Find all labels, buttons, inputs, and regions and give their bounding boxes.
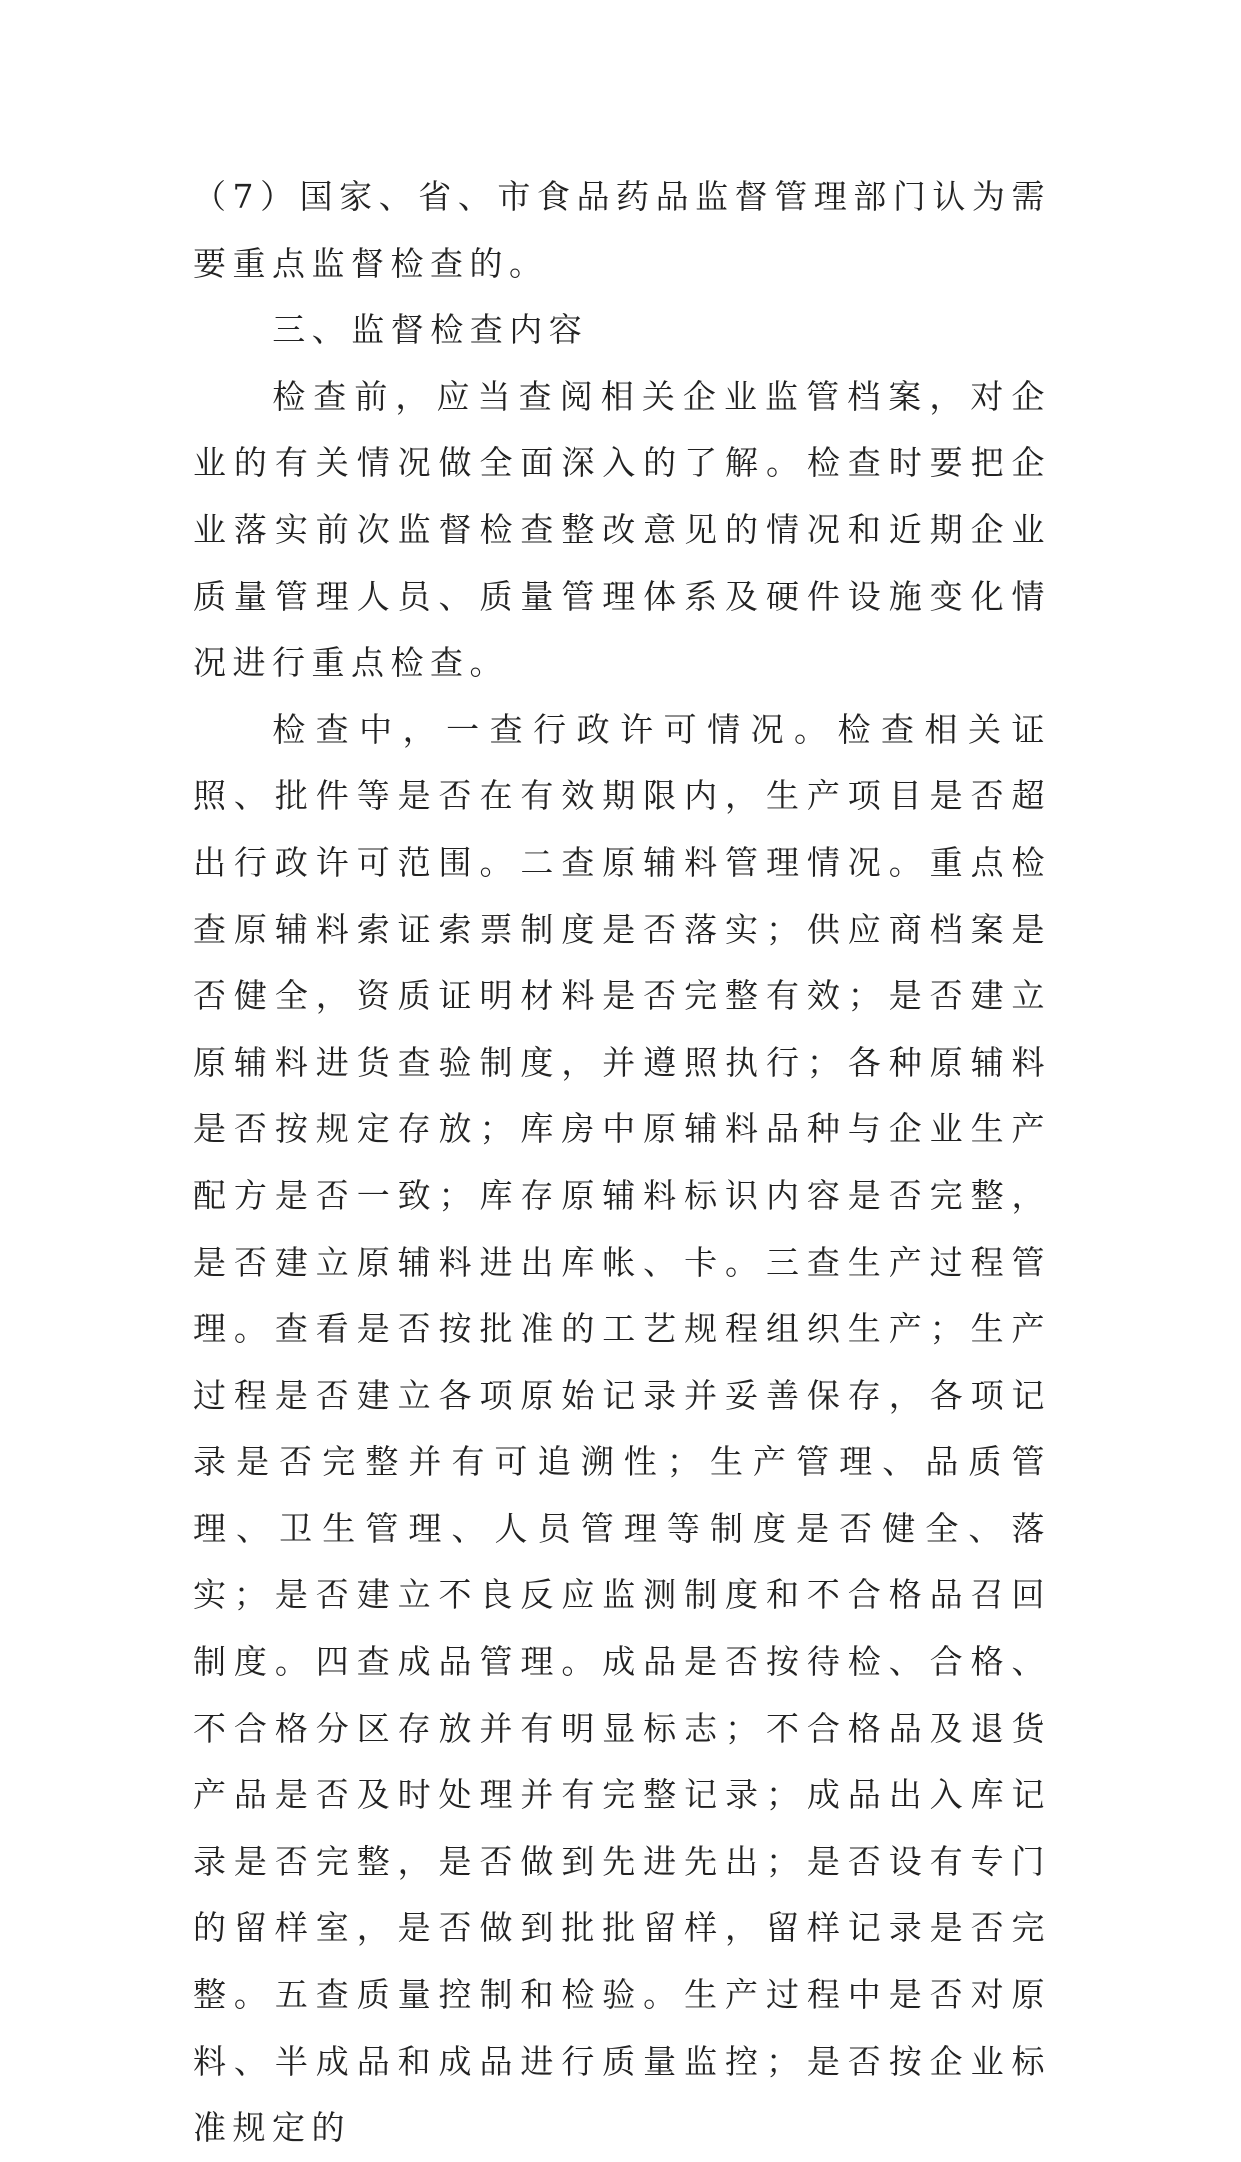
paragraph-before-inspection: 检查前，应当查阅相关企业监管档案，对企业的有关情况做全面深入的了解。检查时要把企业落实前次监督检查整改意见的情况和近期企业质量管理人员、质量管理体系及硬件设施变化情况进行重点检查。 xyxy=(193,376,1051,683)
paragraph-during-inspection: 检查中，一查行政许可情况。检查相关证照、批件等是否在有效期限内，生产项目是否超出行政许可范围。二查原辅料管理情况。重点检查原辅料索证索票制度是否落实；供应商档案是否健全，资质证明材料是否完整有效；是否建立原辅料进货查验制度，并遵照执行；各种原辅料是否按规定存放；库房中原辅料品种与企业生产配方是否一致；库存原辅料标识内容是否完整，是否建立原辅料进出库帐、卡。三查生产过程管理。查看是否按批准的工艺规程组织生产；生产过程是否建立各项原始记录并妥善保存，各项记录是否完整并有可追溯性；生产管理、品质管理、卫生管理、人员管理等制度是否健全、落实；是否建立不良反应监测制度和不合格品召回制度。四查成品管理。成品是否按待检、合格、不合格分区存放并有明显标志；不合格品及退货产品是否及时处理并有完整记录；成品出入库记录是否完整，是否做到先进先出；是否设有专门的留样室，是否做到批批留样，留样记录是否完整。五查质量控制和检验。生产过程中是否对原料、半成品和成品进行质量监控；是否按企业标准规定的 xyxy=(193,709,1051,2148)
paragraph-item-7: （7）国家、省、市食品药品监督管理部门认为需要重点监督检查的。 xyxy=(193,177,1051,283)
section-heading: 三、监督检查内容 xyxy=(272,310,589,350)
